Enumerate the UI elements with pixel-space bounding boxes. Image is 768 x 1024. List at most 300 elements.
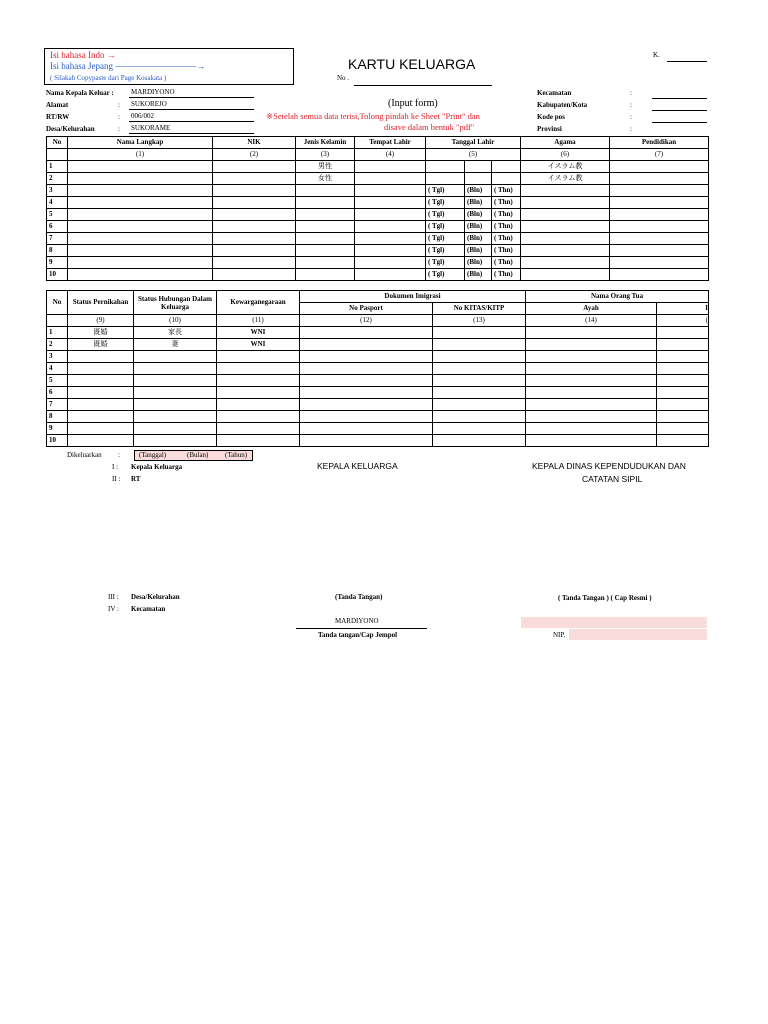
- issued-date-box[interactable]: [134, 450, 253, 461]
- k-line: [667, 61, 707, 62]
- row-number: 10: [47, 269, 68, 281]
- thn-cell[interactable]: ( Thn): [492, 233, 521, 245]
- bln-cell[interactable]: (Bln): [465, 269, 492, 281]
- nama-cell[interactable]: [68, 245, 213, 257]
- pendidikan-cell[interactable]: [610, 257, 709, 269]
- k-label: K.: [653, 51, 660, 59]
- agama-cell[interactable]: イスラム教: [521, 173, 610, 185]
- gender-cell[interactable]: 男性: [296, 161, 355, 173]
- thn-cell[interactable]: ( Thn): [492, 221, 521, 233]
- col-number: (10): [134, 315, 217, 327]
- kewarganegaraan-cell[interactable]: WNI: [217, 327, 300, 339]
- table-row: [47, 435, 709, 447]
- tahun-field: (Tahun): [225, 451, 248, 459]
- row-number: 1: [47, 161, 68, 173]
- ayah-cell[interactable]: [526, 411, 657, 423]
- col-header: Status Pernikahan: [68, 291, 134, 315]
- row-number: 4: [47, 197, 68, 209]
- pendidikan-cell[interactable]: [610, 233, 709, 245]
- kitas-cell[interactable]: [433, 327, 526, 339]
- paspor-cell[interactable]: [300, 435, 433, 447]
- paspor-cell[interactable]: [300, 363, 433, 375]
- col-number: (7): [610, 149, 709, 161]
- status-pernikahan-cell[interactable]: [68, 363, 134, 375]
- info-line: [129, 97, 254, 98]
- gender-cell[interactable]: [296, 221, 355, 233]
- col-number: (5): [426, 149, 521, 161]
- tgl-cell[interactable]: [426, 173, 465, 185]
- ibu-cell[interactable]: [657, 339, 709, 351]
- paspor-cell[interactable]: [300, 423, 433, 435]
- table-row: [47, 245, 709, 257]
- signer-name: MARDIYONO: [335, 617, 379, 625]
- table-row: [47, 185, 709, 197]
- table-number-row: [47, 149, 709, 161]
- tempat-lahir-cell[interactable]: [355, 269, 426, 281]
- info-value: SUKORAME: [131, 124, 171, 132]
- notice-line-1: ※Setelah semua data terisi,Tolong pindah ke Sheet "Print" dan: [266, 111, 480, 121]
- thn-cell[interactable]: ( Thn): [492, 245, 521, 257]
- tgl-cell[interactable]: ( Tgl): [426, 245, 465, 257]
- status-pernikahan-cell[interactable]: [68, 375, 134, 387]
- table-row: [47, 257, 709, 269]
- table-row: [47, 375, 709, 387]
- signature-line: [296, 628, 427, 629]
- info-value: SUKOREJO: [131, 100, 167, 108]
- info-colon: :: [630, 101, 632, 109]
- hubungan-cell[interactable]: 妻: [134, 339, 217, 351]
- info-colon: :: [118, 113, 120, 121]
- thn-cell[interactable]: [492, 173, 521, 185]
- row-number: 7: [47, 399, 68, 411]
- agama-cell[interactable]: [521, 209, 610, 221]
- hubungan-cell[interactable]: [134, 387, 217, 399]
- nama-cell[interactable]: [68, 209, 213, 221]
- tanda-cap-jempol: Tanda tangan/Cap Jempol: [318, 631, 398, 639]
- col-header: Nama Langkap: [68, 137, 213, 149]
- family-members-table: [46, 136, 709, 281]
- agama-cell[interactable]: イスラム教: [521, 161, 610, 173]
- col-number: (9): [68, 315, 134, 327]
- kewarganegaraan-cell[interactable]: WNI: [217, 339, 300, 351]
- tgl-cell[interactable]: ( Tgl): [426, 269, 465, 281]
- nik-cell[interactable]: [213, 209, 296, 221]
- col-number: (11): [217, 315, 300, 327]
- info-label: Kode pos: [537, 113, 565, 121]
- table-row: [47, 221, 709, 233]
- info-colon: :: [118, 101, 120, 109]
- status-pernikahan-cell[interactable]: 既婚: [68, 339, 134, 351]
- kewarganegaraan-cell[interactable]: [217, 435, 300, 447]
- official-name-field[interactable]: [521, 617, 707, 628]
- hubungan-cell[interactable]: [134, 423, 217, 435]
- col-header: Ayah: [526, 303, 657, 315]
- kewarganegaraan-cell[interactable]: [217, 411, 300, 423]
- kepala-dinas-title-1: KEPALA DINAS KEPENDUDUKAN DAN: [532, 461, 686, 471]
- input-form-label: (Input form): [388, 98, 438, 109]
- info-label: Kecamatan: [537, 89, 572, 97]
- gender-cell[interactable]: 女性: [296, 173, 355, 185]
- ibu-cell[interactable]: [657, 351, 709, 363]
- hubungan-cell[interactable]: [134, 351, 217, 363]
- row-number: 8: [47, 245, 68, 257]
- col-number: [47, 315, 68, 327]
- bln-cell[interactable]: (Bln): [465, 257, 492, 269]
- nama-cell[interactable]: [68, 197, 213, 209]
- ayah-cell[interactable]: [526, 339, 657, 351]
- table-row: [47, 387, 709, 399]
- kewarganegaraan-cell[interactable]: [217, 363, 300, 375]
- gender-cell[interactable]: [296, 269, 355, 281]
- info-colon: :: [630, 113, 632, 121]
- nip-field[interactable]: [569, 629, 707, 640]
- kepala-dinas-title-2: CATATAN SIPIL: [582, 474, 643, 484]
- tgl-cell[interactable]: ( Tgl): [426, 185, 465, 197]
- ibu-cell[interactable]: [657, 435, 709, 447]
- hubungan-cell[interactable]: [134, 399, 217, 411]
- row-number: 9: [47, 257, 68, 269]
- kitas-cell[interactable]: [433, 435, 526, 447]
- paspor-cell[interactable]: [300, 387, 433, 399]
- kitas-cell[interactable]: [433, 339, 526, 351]
- kepala-keluarga-title: KEPALA KELUARGA: [317, 461, 398, 471]
- nama-cell[interactable]: [68, 161, 213, 173]
- kitas-cell[interactable]: [433, 423, 526, 435]
- status-pernikahan-cell[interactable]: [68, 387, 134, 399]
- kitas-cell[interactable]: [433, 375, 526, 387]
- info-label: Alamat: [46, 101, 69, 109]
- status-pernikahan-cell[interactable]: [68, 411, 134, 423]
- legend-note: ( Silakah Copypaste dari Page Kosakata ): [50, 74, 167, 82]
- nip-label: NIP.: [553, 631, 566, 639]
- col-number: (12): [300, 315, 433, 327]
- bln-cell[interactable]: [465, 173, 492, 185]
- col-header: Dokumen Imigrasi: [300, 291, 526, 303]
- nama-cell[interactable]: [68, 269, 213, 281]
- col-header: Nama Orang Tua: [526, 291, 709, 303]
- col-number: (6): [521, 149, 610, 161]
- agama-cell[interactable]: [521, 269, 610, 281]
- info-label: Kabupaten/Kota: [537, 101, 588, 109]
- nama-cell[interactable]: [68, 233, 213, 245]
- tempat-lahir-cell[interactable]: [355, 161, 426, 173]
- nik-cell[interactable]: [213, 269, 296, 281]
- row-number: 3: [47, 185, 68, 197]
- col-header: No: [47, 291, 68, 315]
- row-number: 6: [47, 221, 68, 233]
- table-row: [47, 173, 709, 185]
- ayah-cell[interactable]: [526, 351, 657, 363]
- thn-cell[interactable]: ( Thn): [492, 209, 521, 221]
- col-header: No KITAS/KITP: [433, 303, 526, 315]
- status-pernikahan-cell[interactable]: [68, 351, 134, 363]
- table-row: [47, 399, 709, 411]
- legend-indo: Isi bahasa Indo →: [50, 50, 116, 60]
- gender-cell[interactable]: [296, 245, 355, 257]
- table-row: [47, 161, 709, 173]
- table-row: [47, 423, 709, 435]
- status-pernikahan-cell[interactable]: 既婚: [68, 327, 134, 339]
- info-line: [129, 109, 254, 110]
- agama-cell[interactable]: [521, 185, 610, 197]
- status-pernikahan-cell[interactable]: [68, 435, 134, 447]
- col-header: Jenis Kelamin: [296, 137, 355, 149]
- nik-cell[interactable]: [213, 197, 296, 209]
- col-header: Status Hubungan Dalam Keluarga: [134, 291, 217, 315]
- row-number: 3: [47, 351, 68, 363]
- col-header: Tanggal Lahir: [426, 137, 521, 149]
- bln-cell[interactable]: (Bln): [465, 221, 492, 233]
- col-header: I: [657, 303, 709, 315]
- nik-cell[interactable]: [213, 173, 296, 185]
- col-number: (: [657, 315, 709, 327]
- nik-cell[interactable]: [213, 245, 296, 257]
- table-header-row: [47, 291, 709, 303]
- col-header: No Pasport: [300, 303, 433, 315]
- hubungan-cell[interactable]: [134, 435, 217, 447]
- col-number: (13): [433, 315, 526, 327]
- kewarganegaraan-cell[interactable]: [217, 423, 300, 435]
- thn-cell[interactable]: [492, 161, 521, 173]
- col-number: (3): [296, 149, 355, 161]
- pendidikan-cell[interactable]: [610, 245, 709, 257]
- table-row: [47, 197, 709, 209]
- nama-cell[interactable]: [68, 221, 213, 233]
- col-header: Kewarganegaraan: [217, 291, 300, 315]
- tempat-lahir-cell[interactable]: [355, 245, 426, 257]
- tanda-cap-label: ( Tanda Tangan ) ( Cap Resmi ): [558, 594, 652, 602]
- agama-cell[interactable]: [521, 257, 610, 269]
- row-number: 5: [47, 375, 68, 387]
- row-number: 5: [47, 209, 68, 221]
- kitas-cell[interactable]: [433, 399, 526, 411]
- kewarganegaraan-cell[interactable]: [217, 351, 300, 363]
- pendidikan-cell[interactable]: [610, 221, 709, 233]
- table-row: [47, 233, 709, 245]
- kitas-cell[interactable]: [433, 351, 526, 363]
- ibu-cell[interactable]: [657, 411, 709, 423]
- ayah-cell[interactable]: [526, 327, 657, 339]
- legend-box: [44, 48, 294, 85]
- table-header-row: [47, 137, 709, 149]
- kewarganegaraan-cell[interactable]: [217, 387, 300, 399]
- nik-cell[interactable]: [213, 221, 296, 233]
- no-label: No .: [337, 74, 350, 82]
- row-number: 1: [47, 327, 68, 339]
- tgl-cell[interactable]: ( Tgl): [426, 197, 465, 209]
- info-label: RT/RW: [46, 113, 70, 121]
- kitas-cell[interactable]: [433, 363, 526, 375]
- info-line: [129, 133, 254, 134]
- row-number: 10: [47, 435, 68, 447]
- gender-cell[interactable]: [296, 197, 355, 209]
- info-label: Nama Kepala Keluar :: [46, 89, 114, 97]
- nik-cell[interactable]: [213, 161, 296, 173]
- row-number: 2: [47, 173, 68, 185]
- pendidikan-cell[interactable]: [610, 197, 709, 209]
- thn-cell[interactable]: ( Thn): [492, 257, 521, 269]
- gender-cell[interactable]: [296, 209, 355, 221]
- info-colon: :: [118, 125, 120, 133]
- ayah-cell[interactable]: [526, 423, 657, 435]
- info-value: MARDIYONO: [131, 88, 175, 96]
- row-number: 2: [47, 339, 68, 351]
- hubungan-cell[interactable]: 家長: [134, 327, 217, 339]
- dikeluarkan-label: Dikeluarkan: [67, 451, 102, 459]
- agama-cell[interactable]: [521, 221, 610, 233]
- hubungan-cell[interactable]: [134, 411, 217, 423]
- nama-cell[interactable]: [68, 173, 213, 185]
- nik-cell[interactable]: [213, 185, 296, 197]
- tempat-lahir-cell[interactable]: [355, 173, 426, 185]
- dikeluarkan-colon: :: [118, 451, 120, 459]
- ayah-cell[interactable]: [526, 387, 657, 399]
- tempat-lahir-cell[interactable]: [355, 257, 426, 269]
- pendidikan-cell[interactable]: [610, 269, 709, 281]
- bln-cell[interactable]: (Bln): [465, 185, 492, 197]
- tgl-cell[interactable]: [426, 161, 465, 173]
- list-text: Kepala Keluarga: [131, 463, 183, 471]
- bln-cell[interactable]: (Bln): [465, 197, 492, 209]
- tanda-tangan-label: (Tanda Tangan): [335, 593, 383, 601]
- tgl-cell[interactable]: ( Tgl): [426, 233, 465, 245]
- page-title: KARTU KELUARGA: [348, 56, 476, 72]
- bln-cell[interactable]: (Bln): [465, 209, 492, 221]
- tempat-lahir-cell[interactable]: [355, 209, 426, 221]
- family-status-table: [46, 290, 709, 447]
- list-num: III :: [108, 593, 119, 601]
- nik-cell[interactable]: [213, 257, 296, 269]
- paspor-cell[interactable]: [300, 399, 433, 411]
- ibu-cell[interactable]: [657, 375, 709, 387]
- gender-cell[interactable]: [296, 233, 355, 245]
- pendidikan-cell[interactable]: [610, 185, 709, 197]
- info-line: [652, 110, 707, 111]
- paspor-cell[interactable]: [300, 327, 433, 339]
- nik-cell[interactable]: [213, 233, 296, 245]
- col-header: Agama: [521, 137, 610, 149]
- row-number: 6: [47, 387, 68, 399]
- bln-cell[interactable]: (Bln): [465, 245, 492, 257]
- agama-cell[interactable]: [521, 245, 610, 257]
- list-num: II :: [112, 475, 121, 483]
- bulan-field: (Bulan): [187, 451, 209, 459]
- info-label: Desa/Kelurahan: [46, 125, 95, 133]
- info-colon: :: [630, 125, 632, 133]
- ayah-cell[interactable]: [526, 399, 657, 411]
- info-line: [652, 98, 707, 99]
- table-row: [47, 269, 709, 281]
- col-header: Pendidikan: [610, 137, 709, 149]
- status-pernikahan-cell[interactable]: [68, 399, 134, 411]
- row-number: 9: [47, 423, 68, 435]
- legend-jepang: Isi bahasa Jepang ―――――――――→: [50, 61, 206, 71]
- kewarganegaraan-cell[interactable]: [217, 375, 300, 387]
- info-label: Provinsi: [537, 125, 562, 133]
- agama-cell[interactable]: [521, 233, 610, 245]
- info-value: 006/002: [131, 112, 154, 120]
- tgl-cell[interactable]: ( Tgl): [426, 209, 465, 221]
- thn-cell[interactable]: ( Thn): [492, 197, 521, 209]
- row-number: 4: [47, 363, 68, 375]
- thn-cell[interactable]: ( Thn): [492, 269, 521, 281]
- gender-cell[interactable]: [296, 185, 355, 197]
- ayah-cell[interactable]: [526, 435, 657, 447]
- no-line: [354, 85, 492, 86]
- col-number: (2): [213, 149, 296, 161]
- tempat-lahir-cell[interactable]: [355, 185, 426, 197]
- bln-cell[interactable]: [465, 161, 492, 173]
- tgl-cell[interactable]: ( Tgl): [426, 221, 465, 233]
- pendidikan-cell[interactable]: [610, 209, 709, 221]
- ibu-cell[interactable]: [657, 387, 709, 399]
- kitas-cell[interactable]: [433, 411, 526, 423]
- col-number: [47, 149, 68, 161]
- list-text: Kecamatan: [131, 605, 166, 613]
- row-number: 8: [47, 411, 68, 423]
- ibu-cell[interactable]: [657, 399, 709, 411]
- ayah-cell[interactable]: [526, 375, 657, 387]
- ibu-cell[interactable]: [657, 327, 709, 339]
- col-number: (14): [526, 315, 657, 327]
- tgl-cell[interactable]: ( Tgl): [426, 257, 465, 269]
- pendidikan-cell[interactable]: [610, 173, 709, 185]
- paspor-cell[interactable]: [300, 351, 433, 363]
- table-row: [47, 411, 709, 423]
- list-text: Desa/Kelurahan: [131, 593, 180, 601]
- kitas-cell[interactable]: [433, 387, 526, 399]
- paspor-cell[interactable]: [300, 375, 433, 387]
- table-row: [47, 339, 709, 351]
- tempat-lahir-cell[interactable]: [355, 233, 426, 245]
- info-line: [129, 121, 254, 122]
- nama-cell[interactable]: [68, 257, 213, 269]
- list-num: IV :: [108, 605, 119, 613]
- paspor-cell[interactable]: [300, 339, 433, 351]
- col-header: Tempat Lahir: [355, 137, 426, 149]
- col-number: (4): [355, 149, 426, 161]
- tempat-lahir-cell[interactable]: [355, 221, 426, 233]
- ibu-cell[interactable]: [657, 423, 709, 435]
- kewarganegaraan-cell[interactable]: [217, 399, 300, 411]
- row-number: 7: [47, 233, 68, 245]
- bln-cell[interactable]: (Bln): [465, 233, 492, 245]
- gender-cell[interactable]: [296, 257, 355, 269]
- col-header: No: [47, 137, 68, 149]
- status-pernikahan-cell[interactable]: [68, 423, 134, 435]
- nama-cell[interactable]: [68, 185, 213, 197]
- list-num: I :: [112, 463, 119, 471]
- hubungan-cell[interactable]: [134, 363, 217, 375]
- ibu-cell[interactable]: [657, 363, 709, 375]
- agama-cell[interactable]: [521, 197, 610, 209]
- hubungan-cell[interactable]: [134, 375, 217, 387]
- tanggal-field: (Tanggal): [139, 451, 167, 459]
- tempat-lahir-cell[interactable]: [355, 197, 426, 209]
- table-row: [47, 209, 709, 221]
- pendidikan-cell[interactable]: [610, 161, 709, 173]
- table-number-row: [47, 315, 709, 327]
- table-row: [47, 363, 709, 375]
- ayah-cell[interactable]: [526, 363, 657, 375]
- paspor-cell[interactable]: [300, 411, 433, 423]
- table-row: [47, 351, 709, 363]
- thn-cell[interactable]: ( Thn): [492, 185, 521, 197]
- col-header: NIK: [213, 137, 296, 149]
- col-number: (1): [68, 149, 213, 161]
- table-row: [47, 327, 709, 339]
- info-colon: :: [630, 89, 632, 97]
